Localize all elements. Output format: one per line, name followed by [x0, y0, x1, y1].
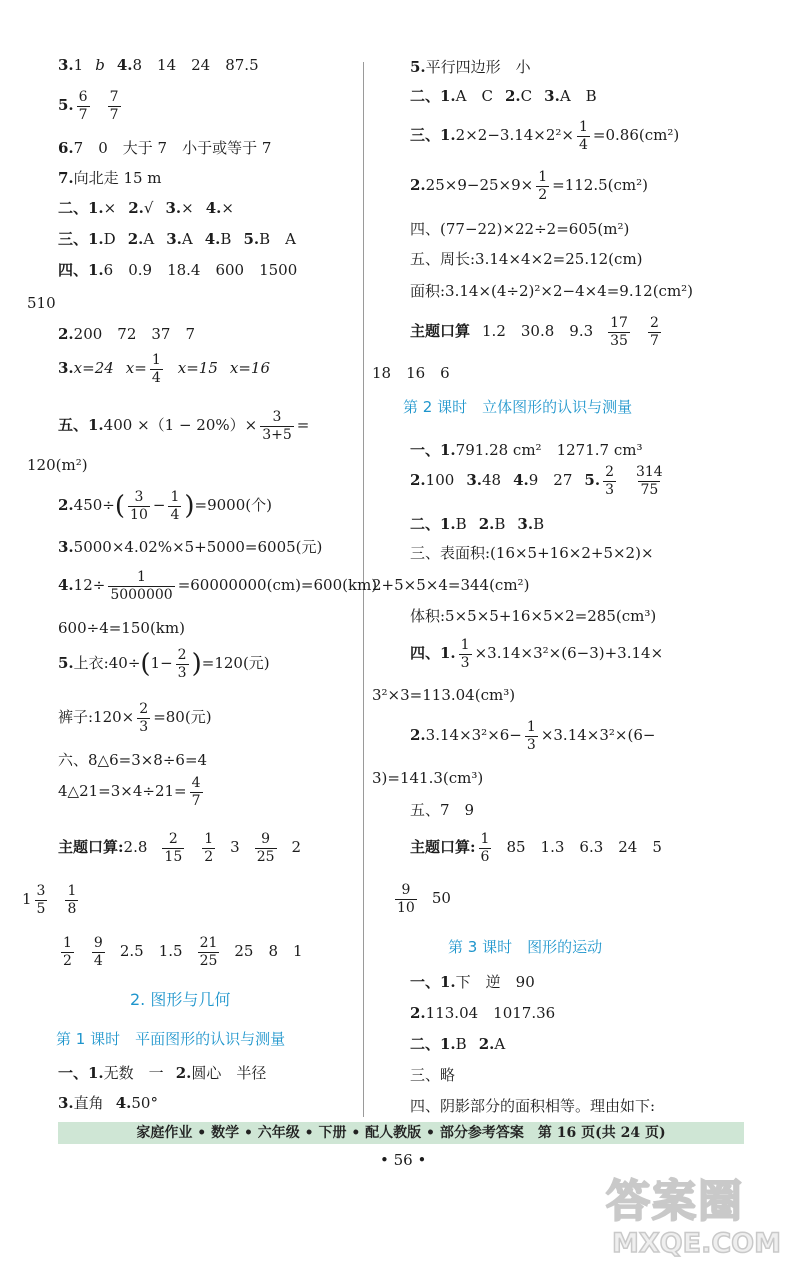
fraction: $\frac{1}{4}$ — [170, 489, 180, 523]
answer-line: 四、1. $\frac{1}{3}$ ×3.14×3²×(6−3)+3.14× — [410, 637, 664, 671]
answer-line: 三、1.2×2−3.14×2²× $\frac{1}{4}$ =0.86(cm²) — [410, 119, 680, 153]
answer-line: 3)=141.3(cm³) — [372, 769, 484, 787]
answer-line: 3.5000×4.02%×5+5000=6005(元) — [58, 538, 323, 556]
answer-line: 18 16 6 — [372, 364, 450, 382]
fraction: $\frac{314}{75}$ — [635, 464, 663, 498]
footer-text: 家庭作业 • 数学 • 六年级 • 下册 • 配人教版 • 部分参考答案 第 16 页(共 24 页) — [136, 1125, 666, 1141]
fraction: $\frac{1}{5000000}$ — [110, 569, 173, 603]
fraction: $\frac{2}{3}$ — [139, 701, 149, 735]
answer-line: 3.1 b 4.8 14 24 87.5 — [58, 56, 259, 74]
answer-line: 一、1.下 逆 90 — [410, 973, 535, 991]
answer-line: 二、1.B 2.A — [410, 1035, 506, 1053]
answer-line: 5. $\frac{6}{7}$ $\frac{7}{7}$ — [58, 89, 119, 123]
answer-line: 主题口算:2.8 $\frac{2}{15}$ $\frac{1}{2}$ 3 $\frac{9}{25}$ 2 — [58, 831, 302, 865]
answer-line: 一、1.无数 一 2.圆心 半径 — [58, 1064, 267, 1082]
answer-line: 四、(77−22)×22÷2=605(m²) — [410, 220, 630, 238]
fraction: $\frac{17}{35}$ — [610, 315, 628, 349]
fraction: $\frac{21}{25}$ — [199, 935, 218, 969]
answer-line: 2.100 3.48 4.9 27 5. $\frac{2}{3}$ $\frac{314}{75}$ — [410, 464, 663, 498]
answer-line: 二、1.B 2.B 3.B — [410, 515, 545, 533]
fraction: $\frac{1}{6}$ — [480, 831, 490, 865]
section-title: 2. 图形与几何 — [130, 990, 231, 1009]
page-number: • 56 • — [380, 1151, 427, 1169]
answer-line: 4△21=3×4÷21= $\frac{4}{7}$ — [58, 775, 201, 809]
answer-line: 7.向北走 15 m — [58, 169, 162, 187]
fraction: $\frac{1}{3}$ — [526, 719, 536, 753]
answer-line: 2.200 72 37 7 — [58, 325, 196, 343]
fraction: $\frac{1}{8}$ — [67, 883, 77, 917]
answer-line: 510 — [27, 294, 56, 312]
answer-line: 3.直角 4.50° — [58, 1094, 158, 1112]
fraction: $\frac{1}{2}$ — [63, 935, 72, 969]
fraction: $\frac{2}{3}$ — [605, 464, 614, 498]
fraction: $\frac{9}{4}$ — [93, 935, 103, 969]
fraction: $\frac{3}{10}$ — [130, 489, 148, 523]
answer-line: 2.113.04 1017.36 — [410, 1004, 556, 1022]
answer-line: $\frac{9}{10}$ 50 — [397, 882, 451, 916]
lesson-title: 第 3 课时 图形的运动 — [448, 938, 603, 956]
answer-line: 四、1.6 0.9 18.4 600 1500 — [58, 261, 298, 279]
fraction: $\frac{3}{3+5}$ — [262, 409, 292, 443]
answer-line: 6.7 0 大于 7 小于或等于 7 — [58, 139, 272, 157]
fraction: $\frac{3}{5}$ — [36, 883, 46, 917]
answer-line: 体积:5×5×5+16×5×2=285(cm³) — [410, 607, 657, 625]
watermark-sub: MXQE.COM — [612, 1228, 781, 1259]
answer-line: 120(m²) — [27, 456, 88, 474]
answer-line: 四、阴影部分的面积相等。理由如下: — [410, 1097, 656, 1115]
answer-line: 二、1.× 2.√ 3.× 4.× — [58, 199, 234, 217]
answer-line: $\frac{1}{2}$ $\frac{9}{4}$ 2.5 1.5 $\frac{21}{25}$ 25 8 1 — [63, 935, 303, 969]
answer-line: 600÷4=150(km) — [58, 619, 185, 637]
fraction: $\frac{1}{2}$ — [204, 831, 214, 865]
answer-line: 裤子:120× $\frac{2}{3}$ =80(元) — [58, 701, 212, 735]
watermark-main: 答案圈 — [606, 1176, 744, 1227]
answer-line: 五、1.400 ×（1 − 20%）× $\frac{3}{3+5}$ = — [58, 409, 310, 443]
fraction: $\frac{2}{15}$ — [164, 831, 183, 865]
fraction: $\frac{2}{7}$ — [649, 315, 659, 349]
answer-line: 主题口算: $\frac{1}{6}$ 85 1.3 6.3 24 5 — [410, 831, 662, 865]
answer-line: 4.12÷ $\frac{1}{5000000}$ =60000000(cm)=600(km) — [58, 569, 378, 603]
answer-line: 二、1.A C 2.C 3.A B — [410, 87, 597, 105]
answer-line: 3.x=24 x= $\frac{1}{4}$ x=15 x=16 — [58, 352, 270, 386]
fraction: $\frac{1}{4}$ — [579, 119, 588, 153]
fraction: $\frac{7}{7}$ — [109, 89, 119, 123]
fraction: $\frac{9}{10}$ — [397, 882, 415, 916]
fraction: $\frac{6}{7}$ — [78, 89, 88, 123]
answer-line: 三、1.D 2.A 3.A 4.B 5.B A — [58, 230, 296, 248]
lesson-title: 第 2 课时 立体图形的认识与测量 — [403, 398, 633, 416]
answer-line: 2.450÷( $\frac{3}{10}$ − $\frac{1}{4}$ )=9000(个) — [58, 489, 272, 523]
answer-line: 一、1.791.28 cm² 1271.7 cm³ — [410, 441, 643, 459]
lesson-title: 第 1 课时 平面图形的认识与测量 — [56, 1030, 286, 1048]
answer-line: 5.上衣:40÷(1− $\frac{2}{3}$ )=120(元) — [58, 647, 270, 681]
fraction: $\frac{4}{7}$ — [191, 775, 201, 809]
answer-line: 三、表面积:(16×5+16×2+5×2)× — [410, 544, 654, 562]
answer-line: 五、周长:3.14×4×2=25.12(cm) — [410, 250, 643, 268]
answer-line: 1 $\frac{3}{5}$ $\frac{1}{8}$ — [22, 883, 77, 917]
answer-line: 5.平行四边形 小 — [410, 58, 531, 76]
fraction: $\frac{9}{25}$ — [256, 831, 275, 865]
watermark-logo — [606, 1176, 781, 1259]
answer-line: 3²×3=113.04(cm³) — [372, 686, 516, 704]
answer-line: 2+5×5×4=344(cm²) — [372, 576, 530, 594]
answer-line: 2.25×9−25×9× $\frac{1}{2}$ =112.5(cm²) — [410, 169, 648, 203]
fraction: $\frac{1}{3}$ — [460, 637, 470, 671]
fraction: $\frac{1}{2}$ — [538, 169, 548, 203]
answer-line: 六、8△6=3×8÷6=4 — [58, 751, 208, 769]
answer-line: 五、7 9 — [410, 801, 475, 819]
fraction: $\frac{1}{4}$ — [151, 352, 161, 386]
fraction: $\frac{2}{3}$ — [177, 647, 187, 681]
answer-line: 2.3.14×3²×6− $\frac{1}{3}$ ×3.14×3²×(6− — [410, 719, 656, 753]
answer-line: 面积:3.14×(4÷2)²×2−4×4=9.12(cm²) — [410, 282, 694, 300]
answer-line: 三、略 — [410, 1066, 456, 1084]
answer-line: 主题口算 1.2 30.8 9.3 $\frac{17}{35}$ $\frac{2}{7}$ — [410, 315, 659, 349]
